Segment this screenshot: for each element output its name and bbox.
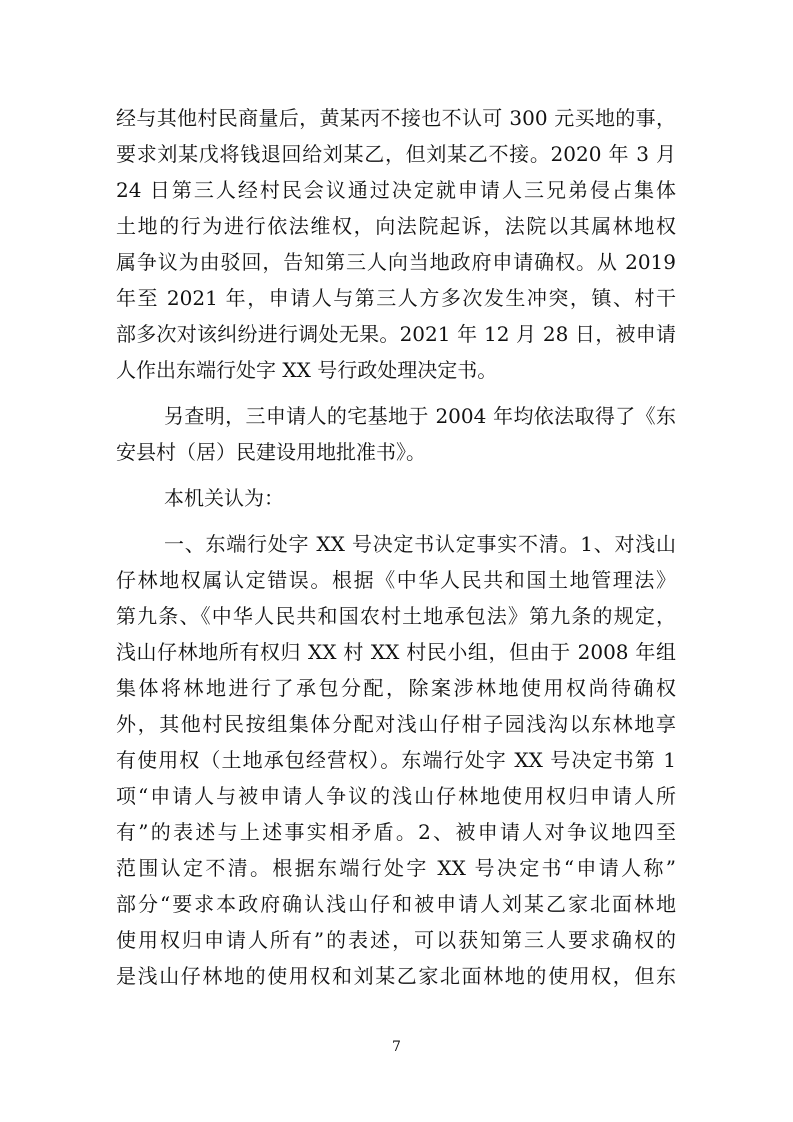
text-line: 项“申请人与被申请人争议的浅山仔林地使用权归申请人所 — [116, 784, 676, 808]
page-number: 7 — [392, 1039, 401, 1055]
text-line: 部分“要求本政府确认浅山仔和被申请人刘某乙家北面林地 — [116, 892, 676, 916]
text-line: 使用权归申请人所有”的表述，可以获知第三人要求确权的 — [116, 928, 676, 952]
text-line: 24 日第三人经村民会议通过决定就申请人三兄弟侵占集体 — [116, 178, 676, 202]
text-line: 部多次对该纠纷进行调处无果。2021 年 12 月 28 日，被申请 — [116, 322, 676, 346]
text-line: 有使用权（土地承包经营权）。东端行处字 XX 号决定书第 1 — [116, 748, 676, 772]
text-line: 浅山仔林地所有权归 XX 村 XX 村民小组，但由于 2008 年组 — [116, 640, 676, 664]
text-line: 土地的行为进行依法维权，向法院起诉，法院以其属林地权 — [116, 214, 676, 238]
text-line: 年至 2021 年，申请人与第三人方多次发生冲突，镇、村干 — [116, 286, 676, 310]
text-line: 另查明，三申请人的宅基地于 2004 年均依法取得了《东 — [164, 404, 676, 428]
text-line: 要求刘某戊将钱退回给刘某乙，但刘某乙不接。2020 年 3 月 — [116, 142, 676, 166]
text-line: 属争议为由驳回，告知第三人向当地政府申请确权。从 2019 — [116, 250, 676, 274]
text-line: 第九条、《中华人民共和国农村土地承包法》第九条的规定， — [116, 604, 676, 628]
text-line: 本机关认为： — [164, 486, 284, 510]
text-line: 一、东端行处字 XX 号决定书认定事实不清。1、对浅山 — [164, 532, 676, 556]
text-line: 集体将林地进行了承包分配，除案涉林地使用权尚待确权 — [116, 676, 676, 700]
text-line: 范围认定不清。根据东端行处字 XX 号决定书“申请人称” — [116, 856, 676, 880]
text-line: 外，其他村民按组集体分配对浅山仔柑子园浅沟以东林地享 — [116, 712, 676, 736]
text-line: 人作出东端行处字 XX 号行政处理决定书。 — [116, 358, 498, 382]
text-line: 仔林地权属认定错误。根据《中华人民共和国土地管理法》 — [116, 568, 676, 592]
text-line: 是浅山仔林地的使用权和刘某乙家北面林地的使用权，但东 — [116, 964, 676, 988]
text-line: 有”的表述与上述事实相矛盾。2、被申请人对争议地四至 — [116, 820, 676, 844]
text-line: 经与其他村民商量后，黄某丙不接也不认可 300 元买地的事， — [116, 106, 676, 130]
text-line: 安县村（居）民建设用地批准书》。 — [116, 440, 426, 464]
